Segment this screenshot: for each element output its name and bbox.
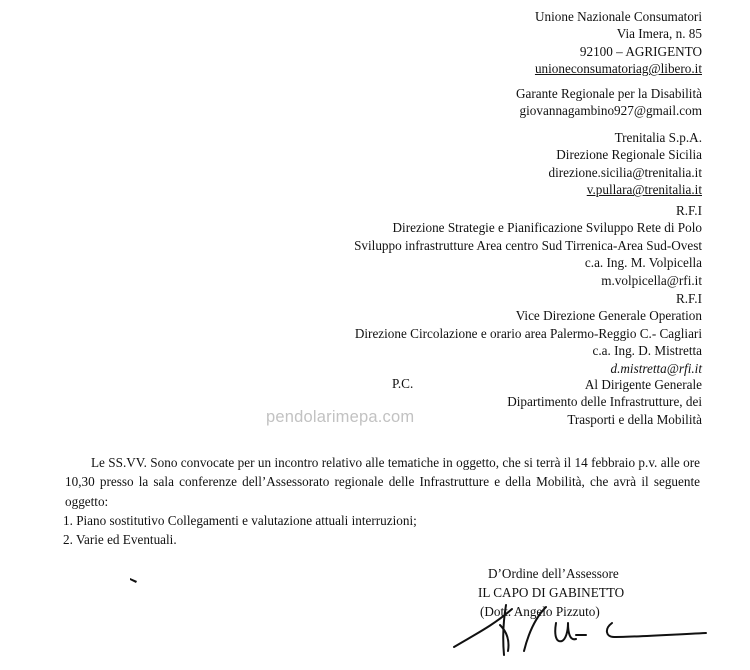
signature-line3: (Dott. Angelo Pizzuto) [480,604,600,619]
rfi1-dept1: Direzione Strategie e Pianificazione Sviluppo Rete di Polo [392,220,702,236]
signature-line1: D’Ordine dell’Assessore [488,566,619,581]
handwritten-signature-icon [444,595,714,665]
trenitalia-name: Trenitalia S.p.A. [614,130,702,145]
recipient-trenitalia [549,129,703,199]
rfi2-dept1: Vice Direzione Generale Operation [515,308,702,324]
pc-label: P.C. [392,376,414,391]
unc-email-link[interactable]: unioneconsumatoriag@libero.it [534,61,702,77]
rfi1-dept2: Sviluppo infrastrutture Area centro Sud Tirrenica-Area Sud-Ovest [354,237,702,253]
recipient-unc [535,8,702,78]
unc-name: Unione Nazionale Consumatori [534,9,702,24]
signature-line2: IL CAPO DI GABINETTO [478,585,625,600]
recipient-dirigente [507,376,702,428]
recipient-rfi-operation [355,290,702,377]
garante-email: giovannagambino927@gmail.com [519,103,702,119]
trenitalia-dept: Direzione Regionale Sicilia [556,147,702,163]
body-paragraph: Le SS.VV. Sono convocate per un incontro relativo alle tematiche in oggetto, che si terrà il 14 febbraio p.v. alle ore 10,30 presso la sala conferenze dell’Assessorato regionale delle Infrastrutture e della Mobilità, che avrà il seguente oggetto: [65,455,700,509]
ink-speck [128,575,140,585]
agenda-item-1: 1. Piano sostitutivo Collegamenti e valutazione attuali interruzioni; [63,512,417,528]
rfi2-attn: c.a. Ing. D. Mistretta [592,343,702,359]
pc-line3: Trasporti e della Mobilità [567,411,702,427]
rfi2-name: R.F.I [675,291,702,306]
rfi2-dept2: Direzione Circolazione e orario area Palermo-Reggio C.- Cagliari [354,325,702,341]
rfi2-email: d.mistretta@rfi.it [610,360,702,376]
rfi1-name: R.F.I [675,203,702,218]
pc-line1: Al Dirigente Generale [584,377,702,392]
letter-body [65,453,700,549]
rfi1-attn: c.a. Ing. M. Volpicella [584,255,702,271]
rfi1-email: m.volpicella@rfi.it [601,272,702,288]
unc-city: 92100 – AGRIGENTO [579,43,702,59]
pc-line2: Dipartimento delle Infrastrutture, dei [507,394,702,410]
garante-name: Garante Regionale per la Disabilità [515,86,702,101]
agenda-item-2: 2. Varie ed Eventuali. [63,532,177,548]
recipient-rfi-strategie [354,202,702,289]
recipient-garante [516,85,702,120]
unc-street: Via Imera, n. 85 [616,26,702,42]
trenitalia-email1: direzione.sicilia@trenitalia.it [548,164,702,180]
watermark: pendolarimepa.com [266,408,415,426]
trenitalia-email2-link[interactable]: v.pullara@trenitalia.it [586,182,702,198]
